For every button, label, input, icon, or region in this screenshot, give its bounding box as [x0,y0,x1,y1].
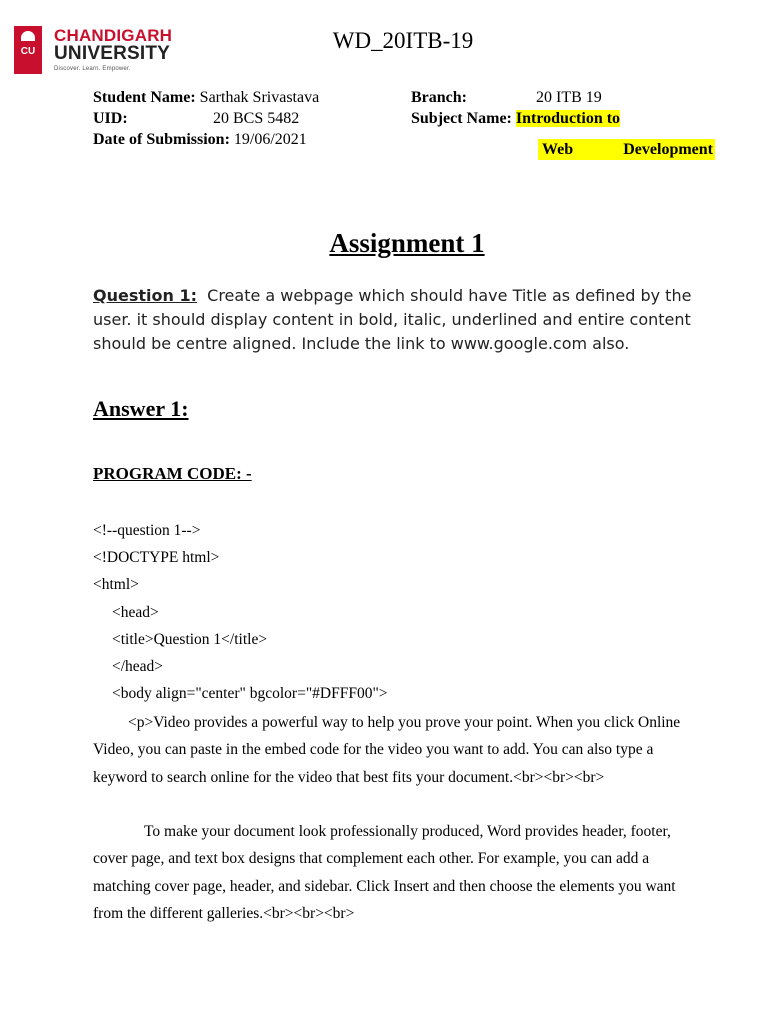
program-code-heading: PROGRAM CODE: - [93,464,252,483]
subject-value-line1: Introduction to [515,110,621,127]
code-line-head-close: </head> [112,658,164,675]
page-header-title: WD_20ITB-19 [332,28,474,53]
date-row [93,129,307,150]
code-line-title: <title>Question 1</title> [112,631,268,648]
question-text: Create a webpage which should have Title as defined by the user. it should display content in bold, italic, underlined and entire content should be centre aligned. Include the link to www.google.com also. [93,286,692,353]
code-line-doctype: <!DOCTYPE html> [93,549,220,566]
logo-line-2: UNIVERSITY [54,43,171,64]
code-paragraph-1: <p>Video provides a powerful way to help you prove your point. When you click Online Video, you can paste in the embed code for the video you want to add. You can also type a keyword to search online for the video that best fits your document.<br><br><br> [93,714,681,786]
date-label: Date of Submission: [93,131,230,148]
branch-label: Branch: [411,89,467,106]
uid-label: UID: [93,110,128,127]
code-paragraph-2: To make your document look professionally produced, Word provides header, footer, cover page, and text box designs that complement each other. For example, you can add a matching cover page, header, and sidebar. Click Insert and then choose the elements you want from the different galleries.<br><br><br> [93,823,676,922]
student-name-value: Sarthak Srivastava [199,89,320,106]
logo-mark-text: CU [20,46,36,57]
student-name-label: Student Name: [93,89,196,106]
logo-tagline: Discover. Learn. Empower. [54,66,131,72]
code-line-body: <body align="center" bgcolor="#DFFF00"> [112,685,388,702]
branch-value: 20 ITB 19 [536,89,602,106]
assignment-title: Assignment 1 [329,228,485,258]
answer-heading: Answer 1: [93,396,189,421]
subject-word-development: Development [623,141,713,158]
subject-row [411,108,620,129]
subject-word-web: Web [542,141,574,158]
code-line-html: <html> [93,576,139,593]
code-line-head-open: <head> [112,604,159,621]
date-value: 19/06/2021 [233,131,307,148]
subject-value-line2 [538,139,715,160]
uid-value: 20 BCS 5482 [213,110,300,127]
code-line-comment: <!--question 1--> [93,522,201,539]
student-name-row [93,87,319,108]
subject-label: Subject Name: [411,110,512,127]
question-block [93,284,693,356]
logo-line-1: CHANDIGARH [54,26,173,45]
question-label: Question 1: [93,286,197,305]
